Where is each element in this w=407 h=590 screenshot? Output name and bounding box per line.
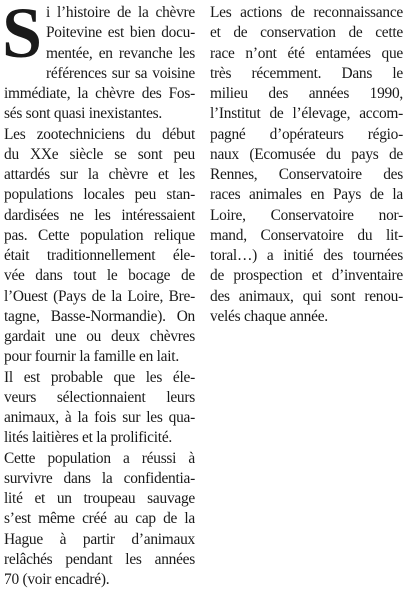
text-line: Rennes, Conservatoire des — [210, 166, 403, 183]
text-line: de prospection et d’inventaire — [210, 267, 403, 285]
text-line: très récemment. Dans le — [210, 64, 403, 82]
text-line: milieu des années 1990, — [210, 85, 403, 102]
text-line: lités laitières et la prolificité. — [4, 429, 172, 447]
text-line: mentée, en revanche les — [46, 44, 195, 62]
text-line: races animales en Pays de la — [210, 186, 403, 204]
text-line: naux (Ecomusée du pays de — [210, 145, 403, 163]
text-line: Loire, Conservatoire nor- — [210, 206, 403, 224]
text-line: populations locales peu stan- — [4, 186, 195, 204]
text-line: dardisées ne les intéressaient — [4, 206, 195, 224]
text-line: et de conservation de cette — [210, 24, 403, 42]
text-line: race n’ont été entamées que — [210, 44, 403, 62]
text-column-left — [2, 0, 195, 590]
text-line: mand, Conservatoire du lit- — [210, 226, 403, 244]
text-line: tagne, Basse-Normandie). On — [4, 307, 195, 325]
text-line: Les actions de reconnaissance — [210, 4, 403, 21]
text-line: Cette population a réussi à — [4, 449, 195, 467]
text-line: du XXe siècle se sont peu — [4, 145, 195, 163]
text-line: l’Ouest (Pays de la Loire, Bre- — [4, 287, 195, 305]
text-line: sés sont quasi inexistantes. — [4, 105, 163, 123]
text-line: s’est même créé au cap de la — [4, 510, 195, 528]
text-column-right — [210, 3, 403, 327]
text-line: pagné d’opérateurs régio- — [210, 125, 403, 143]
text-line: veurs sélectionnaient leurs — [4, 388, 195, 406]
text-line: pour fournir la famille en lait. — [4, 348, 179, 366]
text-line: Poitevine est bien docu- — [46, 24, 195, 42]
text-line: toral…) a initié des tournées — [210, 247, 403, 264]
text-line: des animaux, qui sont renou- — [210, 287, 403, 305]
text-line: vée dans tout le bocage de — [4, 267, 195, 285]
text-line: lité et un troupeau sauvage — [4, 490, 195, 507]
text-line: était traditionnellement éle- — [4, 247, 195, 264]
text-line: l’Institut de l’élevage, accom- — [210, 105, 403, 123]
text-line: Il est probable que les éle- — [4, 368, 195, 386]
text-line: Hague à partir d’animaux — [4, 530, 195, 548]
text-line: attardés sur la chèvre et les — [4, 166, 195, 183]
drop-cap: S — [2, 0, 43, 73]
text-line: gardait une ou deux chèvres — [4, 328, 195, 345]
text-line: i l’histoire de la chèvre — [46, 4, 195, 21]
text-line: survivre dans la confidentia- — [4, 469, 195, 487]
text-line: animaux, à la fois sur les qua- — [4, 409, 195, 426]
text-line: 70 (voir encadré). — [4, 571, 110, 588]
text-line: relâchés pendant les années — [4, 550, 195, 568]
text-line: immédiate, la chèvre des Fos- — [4, 85, 195, 102]
text-line: velés chaque année. — [210, 307, 328, 325]
text-line: Les zootechniciens du début — [4, 125, 195, 143]
text-line: références sur sa voisine — [46, 64, 195, 82]
text-line: pas. Cette population relique — [4, 226, 195, 244]
